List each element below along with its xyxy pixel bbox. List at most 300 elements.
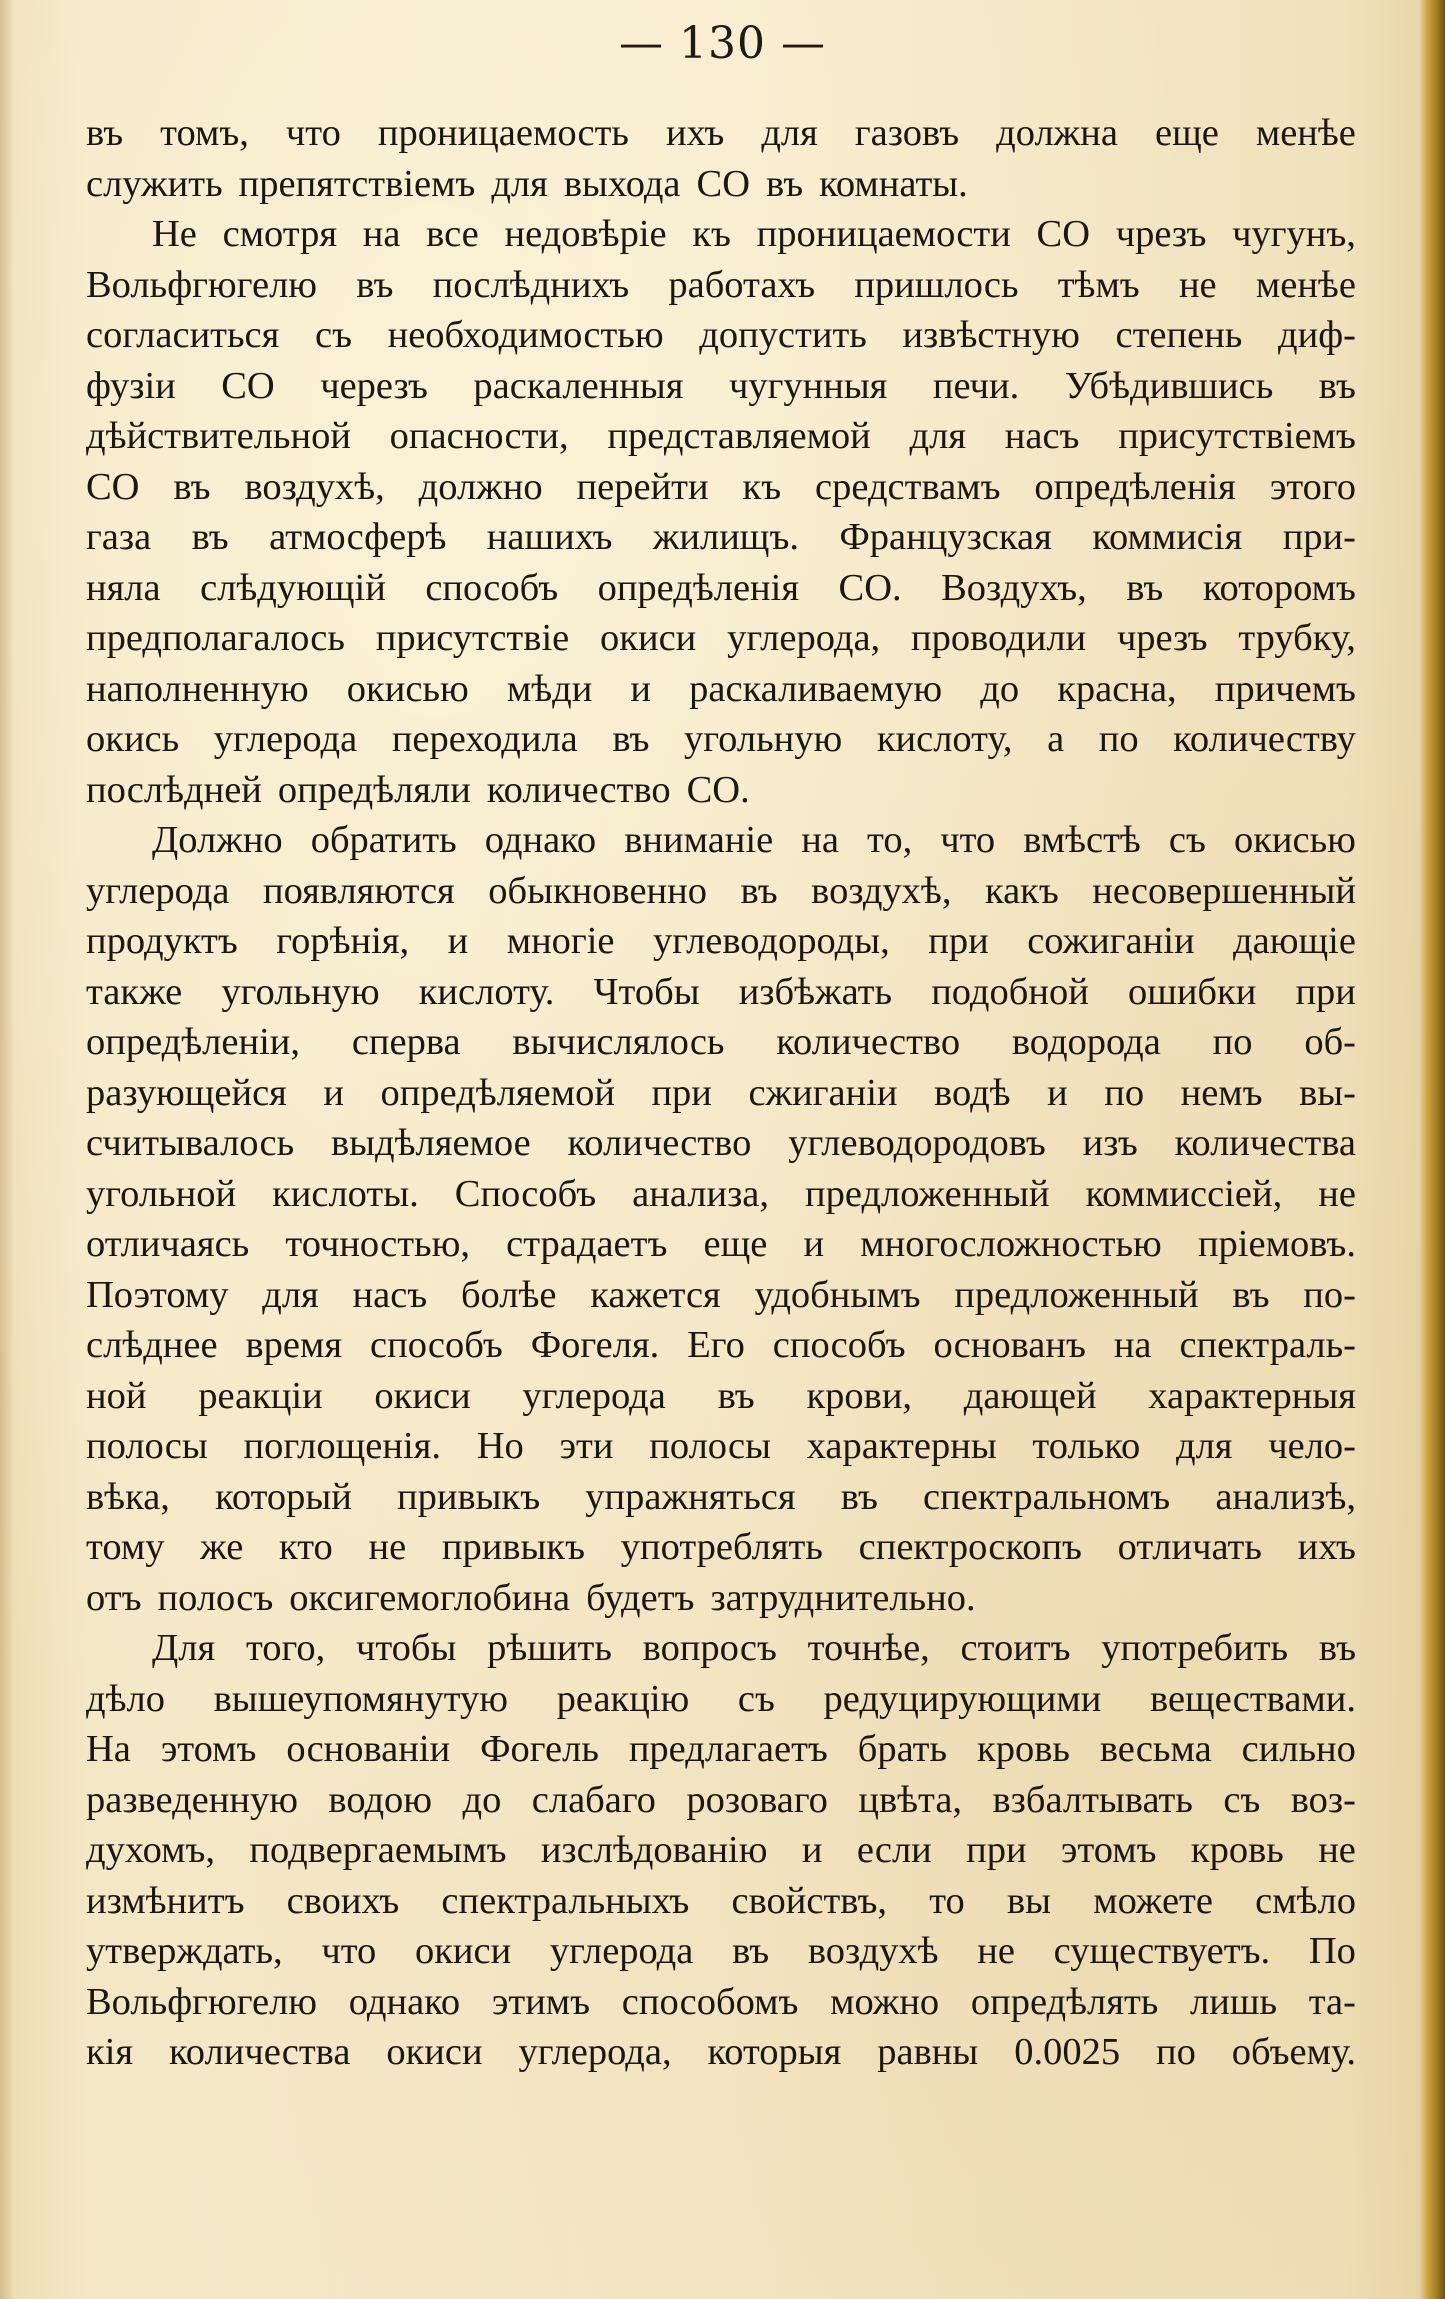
word: что [285,112,341,154]
word: сперва [351,1021,461,1063]
word: недовѣріе [504,213,667,255]
word: пріемовъ. [1197,1223,1356,1265]
word: пришлось [854,263,1019,306]
word: СО [1036,213,1091,255]
text-line [86,1270,1356,1321]
text-line [86,1724,1356,1775]
word: количества [1174,1122,1356,1164]
word: Убѣдившись [1064,364,1274,407]
text-line [86,361,1356,412]
word: окиси [600,617,697,659]
text-line [86,714,1356,765]
text-line [86,1573,1356,1624]
word: весьма [1099,1728,1212,1770]
word: препятствіемъ [238,162,476,205]
text-line [86,209,1356,260]
word: редуцирующими [823,1677,1102,1720]
word: спектроскопъ [858,1526,1082,1568]
word: СО. [686,768,750,811]
word: чугунъ, [1232,213,1356,255]
word: углерода, [727,617,881,659]
word: свойствъ, [731,1879,888,1922]
word: въ [356,263,394,306]
word: при [651,1071,712,1114]
word: отличать [1117,1526,1262,1568]
word: Для [152,1627,216,1669]
body-text [86,108,1356,2078]
word: основаніи [286,1728,451,1770]
word: удобнымъ [754,1273,921,1316]
word: представляемой [607,415,871,457]
word: по [1104,1071,1145,1114]
word: чело- [1268,1425,1356,1467]
word: при- [1282,516,1356,558]
word: проводили [910,617,1087,659]
text-line [86,1371,1356,1422]
word: въ [612,718,650,760]
word: и [1047,1071,1068,1114]
word: болѣе [460,1273,557,1316]
word: окисью [1233,819,1356,861]
text-line [86,1320,1356,1371]
word: не [1178,263,1217,306]
word: дѣло [86,1677,165,1720]
word: съ [1168,819,1206,861]
word: воздухѣ [807,1930,939,1972]
word: не [1318,1829,1356,1871]
word: допустить [699,314,867,356]
word: присутствіемъ [1118,415,1356,457]
word: опредѣлять [970,1980,1159,2023]
word: реакціи [198,1374,323,1417]
word: въ [1318,1627,1356,1669]
word: няла [86,566,161,609]
word: до [462,1778,502,1821]
word: по [1098,718,1139,760]
text-line [86,1977,1356,2028]
text-line [86,1118,1356,1169]
word: водѣ [934,1071,1011,1114]
word: лишь [1190,1980,1278,2023]
word: Но [476,1425,524,1467]
word: для [909,415,967,457]
word: менѣе [1255,263,1356,306]
word: однако [484,819,597,861]
word: насъ [352,1273,428,1316]
word: та- [1308,1980,1356,2023]
text-line [86,1421,1356,1472]
word: количество [567,1122,752,1164]
text-line [86,512,1356,563]
word: кажется [590,1273,721,1316]
text-line [86,916,1356,967]
word: воздухѣ, [244,465,385,508]
text-line [86,1472,1356,1523]
word: ихъ [666,112,725,154]
word: упражняться [585,1475,796,1518]
word: несовершенный [1092,869,1356,912]
word: полосы [649,1425,771,1467]
word: вычислялось [512,1021,725,1063]
word: углерода [522,1374,666,1417]
word: горѣнія, [276,920,410,962]
word: разведенную [86,1778,298,1821]
word: и [801,1829,823,1871]
text-line [86,563,1356,614]
word: страдаетъ [506,1223,668,1265]
word: появляются [262,869,455,912]
text-line [86,815,1356,866]
text-line [86,967,1356,1018]
word: еще [1154,112,1219,154]
text-line [86,1522,1356,1573]
text-line [86,1825,1356,1876]
word: считывалось [86,1122,295,1164]
word: СО. [838,566,902,609]
word: Фогель [480,1728,599,1770]
word: разующейся [86,1071,287,1114]
word: розоваго [686,1778,828,1821]
word: переходила [391,718,578,760]
word: дающей [963,1374,1097,1417]
word: что [321,1930,377,1972]
word: ихъ [1297,1526,1356,1568]
word: слѣднее [86,1324,218,1366]
word: оксигемоглобина [289,1576,571,1619]
word: привыкъ [397,1475,541,1518]
word: въ [717,1374,755,1417]
word: предложенный [805,1172,1050,1215]
word: въ [732,1930,770,1972]
word: и [630,667,652,710]
word: реакцію [556,1677,690,1720]
word: въ [740,869,778,912]
word: будетъ [586,1576,695,1619]
page-gutter-shadow [0,0,14,2299]
word: въ [191,516,229,558]
word: вопросъ [642,1627,777,1669]
word: которыя [707,2031,842,2073]
word: время [245,1324,343,1366]
word: для [262,1273,319,1316]
word: ошибки [1127,970,1257,1013]
word: по- [1303,1273,1356,1316]
word: комнаты. [819,162,968,205]
word: Чтобы [593,970,700,1013]
word: способъ [425,566,559,609]
word: наполненную [86,667,309,710]
word: обыкновенно [488,869,708,912]
word: а [1047,718,1065,760]
word: должна [996,112,1118,154]
word: способъ [370,1324,503,1366]
word: красна, [1057,667,1177,710]
word: дѣйствительной [86,415,351,457]
word: въ [86,112,124,154]
word: къ [692,213,731,255]
word: въ [1318,364,1356,407]
text-line [86,1068,1356,1119]
word: и [447,920,469,962]
word: насъ [1004,415,1080,457]
text-line [86,664,1356,715]
word: количество [776,1021,961,1063]
word: брать [857,1728,948,1770]
word: духомъ, [86,1829,216,1871]
word: характерны [806,1425,997,1467]
word: можете [1093,1879,1213,1922]
word: изслѣдованію [540,1829,768,1871]
word: избѣжать [738,970,893,1013]
word: какъ [984,869,1059,912]
word: анализа, [632,1172,770,1215]
word: при [928,920,989,962]
text-line [86,1219,1356,1270]
word: употребить [1101,1627,1289,1669]
word: взбалтывать [992,1778,1193,1821]
word: изъ [1082,1122,1138,1164]
word: работахъ [668,263,816,306]
word: количество [486,768,671,811]
word: углерода [213,718,358,760]
word: газовъ [854,112,960,154]
word: углерода, [518,2031,672,2073]
word: опредѣляли [277,768,471,811]
word: рѣшить [487,1627,612,1669]
word: многосложностью [860,1223,1162,1265]
word: степень [1115,314,1243,356]
word: смѣло [1255,1879,1356,1922]
word: для [761,112,818,154]
word: же [200,1526,244,1568]
word: углеводороды, [652,920,890,962]
word: углерода [549,1930,694,1972]
word: вы- [1299,1071,1356,1114]
text-line [86,2027,1356,2078]
word: при [1295,970,1356,1013]
word: точностью, [285,1223,470,1265]
word: кія [86,2031,134,2073]
word: въ [840,1475,878,1518]
word: диф- [1278,314,1356,356]
word: подвергаемымъ [249,1829,507,1871]
word: водою [328,1778,433,1821]
text-line [86,1775,1356,1826]
word: углерода [86,869,230,912]
page-number: — 130 — [619,18,826,69]
word: углеводородовъ [788,1122,1046,1164]
word: водорода [1011,1021,1161,1063]
word: чтобы [355,1627,457,1669]
word: предполагалось [86,617,345,659]
word: послѣдней [86,768,262,811]
word: которомъ [1202,566,1356,609]
word: къ [742,465,782,508]
word: перейти [576,465,709,508]
word: Не [152,213,197,255]
word: спектральномъ [923,1475,1171,1518]
word: этимъ [491,1980,591,2023]
word: привыкъ [441,1526,586,1568]
word: опредѣленія [1034,465,1236,508]
text-line [86,108,1356,159]
word: жилищъ. [652,516,799,558]
word: коммиссіей, [1085,1172,1283,1215]
word: измѣнитъ [86,1879,245,1922]
word: количеству [1173,718,1356,760]
word: причемъ [1214,667,1356,710]
word: тѣмъ [1057,263,1140,306]
word: для [1176,1425,1233,1467]
word: вмѣстѣ [1023,819,1141,861]
word: не [1318,1172,1356,1215]
word: Его [687,1324,745,1366]
word: черезъ [320,364,428,407]
text-line [86,613,1356,664]
word: опредѣленіи, [86,1021,301,1063]
word: въ [766,162,804,205]
word: по [1212,1021,1253,1063]
word: должно [418,465,543,508]
word: опредѣляемой [380,1071,615,1114]
word: кислоту. [418,970,555,1013]
word: утверждать, [86,1930,283,1972]
word: сильно [1241,1728,1356,1770]
word: раскаленныя [473,364,684,407]
text-line [86,411,1356,462]
word: еще [703,1223,768,1265]
word: не [977,1930,1015,1972]
word: обратить [310,819,457,861]
word: крови, [806,1374,913,1417]
word: точнѣе, [807,1627,930,1669]
word: по [1155,2031,1196,2073]
word: полосы [86,1425,208,1467]
word: того, [245,1627,326,1669]
word: съ [1223,1778,1261,1821]
word: менѣе [1255,112,1356,154]
word: На [86,1728,131,1770]
word: только [1032,1425,1141,1467]
word: слабаго [531,1778,656,1821]
word: который [215,1475,352,1518]
word: цвѣта, [858,1778,963,1821]
word: вы [1006,1879,1052,1922]
word: полосъ [157,1576,274,1619]
word: способомъ [621,1980,799,2023]
word: если [856,1829,932,1871]
word: кислоту, [876,718,1013,760]
word: кислоты. [272,1172,419,1215]
word: слѣдующій [200,566,386,609]
text-line [86,1169,1356,1220]
word: сжиганіи [748,1071,898,1114]
word: вѣка, [86,1475,170,1518]
word: предлагаетъ [628,1728,828,1770]
word: выхода [563,162,681,205]
word: фузіи [86,364,176,407]
word: окиси [374,1374,471,1417]
word: воз- [1290,1778,1356,1821]
word: употреблять [620,1526,823,1568]
word: СО [696,162,750,205]
word: объему. [1231,2031,1356,2073]
word: Способъ [454,1172,597,1215]
word: трубку, [1238,617,1356,659]
word: способъ [772,1324,906,1366]
word: равны [877,2031,979,2073]
word: съ [737,1677,775,1720]
word: спектраль- [1179,1324,1356,1366]
word: количества [169,2031,351,2073]
word: въ [1232,1273,1270,1316]
word: угольную [684,718,843,760]
word: 0.0025 [1014,2031,1121,2073]
word: ной [86,1374,147,1417]
word: Поэтому [86,1273,229,1316]
word: СО [86,465,140,508]
word: согласиться [86,314,280,356]
word: и [803,1223,825,1265]
text-line [86,765,1356,816]
word: окись [86,718,180,760]
word: своихъ [286,1879,400,1922]
word: коммисія [1092,516,1243,558]
word: выдѣляемое [330,1122,531,1164]
word: Вольфгюгелю [86,1980,318,2023]
word: мѣди [506,667,593,710]
word: все [426,213,479,255]
word: Французская [839,516,1052,558]
word: затруднительно. [710,1576,976,1619]
word: и [323,1071,345,1114]
word: въ [1126,566,1164,609]
word: кровь [1190,1829,1284,1871]
word: не [368,1526,407,1568]
word: однако [348,1980,461,2023]
word: немъ [1180,1071,1263,1114]
word: съ [314,314,352,356]
word: подобной [931,970,1089,1013]
word: то, [867,819,913,861]
word: присутствіе [375,617,570,659]
word: проницаемость [377,112,629,154]
word: отъ [86,1576,142,1619]
word: Фогеля. [530,1324,660,1366]
word: газа [86,516,152,558]
word: По [1308,1930,1356,1972]
word: Должно [152,819,283,861]
word: опасности, [389,415,569,457]
page-edge-binding [1419,0,1445,2299]
word: нашихъ [486,516,613,558]
word: кровь [976,1728,1070,1770]
word: чрезъ [1115,213,1207,255]
word: сожиганіи [1027,920,1195,962]
word: въ [173,465,211,508]
text-line [86,462,1356,513]
word: спектральныхъ [441,1879,690,1922]
text-line [86,310,1356,361]
word: существуетъ. [1053,1930,1271,1972]
word: об- [1304,1021,1356,1063]
word: этомъ [160,1728,257,1770]
word: на [801,819,839,861]
word: томъ, [160,112,249,154]
word: средствамъ [815,465,1001,508]
word: дающіе [1233,920,1356,962]
word: печи. [932,364,1020,407]
